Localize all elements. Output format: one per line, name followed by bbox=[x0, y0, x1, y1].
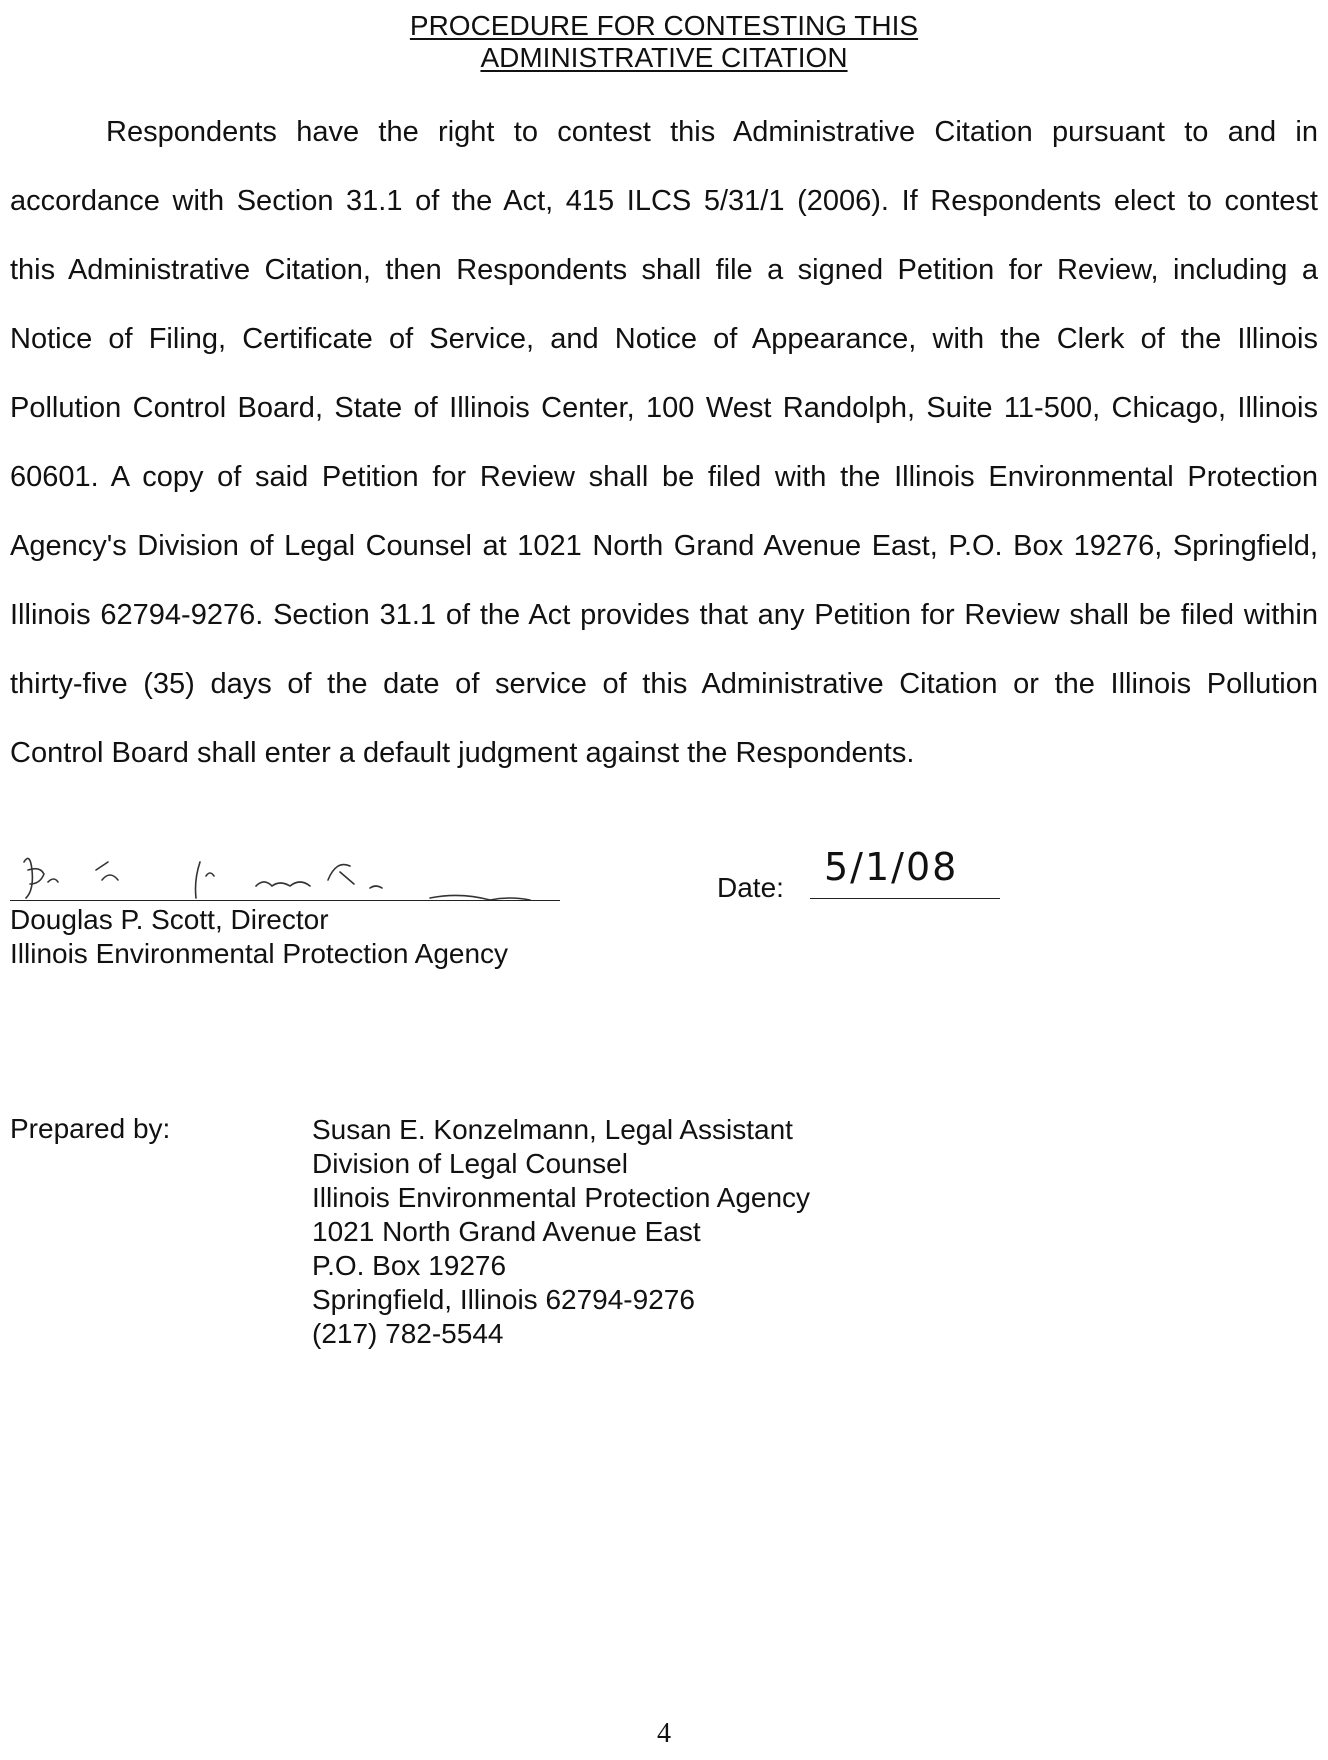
prepared-by-label: Prepared by: bbox=[10, 1113, 171, 1144]
paragraph-line: Pollution Control Board, State of Illinois Center, 100 West Randolph, Suite 11-500, Chicago, Illinois bbox=[10, 392, 1318, 424]
paragraph-line: Control Board shall enter a default judgment against the Respondents. bbox=[10, 737, 915, 769]
title-line-1: PROCEDURE FOR CONTESTING THIS bbox=[409, 10, 919, 41]
signatory-block bbox=[10, 903, 508, 971]
signature-area bbox=[10, 840, 570, 910]
prepared-by-block bbox=[312, 1113, 810, 1351]
paragraph-line: Notice of Filing, Certificate of Service, and Notice of Appearance, with the Clerk of the Illinois bbox=[10, 323, 1318, 355]
page-number: 4 bbox=[657, 1718, 671, 1749]
preparer-phone: (217) 782-5544 bbox=[312, 1318, 504, 1349]
preparer-name: Susan E. Konzelmann, Legal Assistant bbox=[312, 1114, 793, 1145]
paragraph-line: 60601. A copy of said Petition for Review shall be filed with the Illinois Environmental Protection bbox=[10, 461, 1318, 493]
date-label: Date: bbox=[717, 872, 784, 903]
date-value: 5/1/08 bbox=[824, 845, 959, 889]
signatory-agency: Illinois Environmental Protection Agency bbox=[10, 938, 509, 969]
document-title bbox=[0, 10, 1328, 74]
title-line-2: ADMINISTRATIVE CITATION bbox=[480, 42, 848, 73]
preparer-agency: Illinois Environmental Protection Agency bbox=[312, 1182, 811, 1213]
preparer-street: 1021 North Grand Avenue East bbox=[312, 1216, 701, 1247]
preparer-po-box: P.O. Box 19276 bbox=[312, 1250, 507, 1281]
date-line bbox=[810, 898, 1000, 899]
preparer-city: Springfield, Illinois 62794-9276 bbox=[312, 1284, 695, 1315]
procedure-paragraph bbox=[10, 98, 1318, 788]
paragraph-line: thirty-five (35) days of the date of service of this Administrative Citation or the Illinois Pollution bbox=[10, 668, 1318, 700]
signatory-name-title: Douglas P. Scott, Director bbox=[10, 904, 329, 935]
signature-line bbox=[10, 900, 560, 901]
preparer-division: Division of Legal Counsel bbox=[312, 1148, 628, 1179]
paragraph-line: Agency's Division of Legal Counsel at 1021 North Grand Avenue East, P.O. Box 19276, Springfield, bbox=[10, 530, 1318, 562]
paragraph-line: Respondents have the right to contest this Administrative Citation pursuant to and in bbox=[106, 116, 1318, 148]
paragraph-line: Illinois 62794-9276. Section 31.1 of the Act provides that any Petition for Review shall be filed within bbox=[10, 599, 1318, 631]
paragraph-line: this Administrative Citation, then Respondents shall file a signed Petition for Review, including a bbox=[10, 254, 1318, 286]
paragraph-line: accordance with Section 31.1 of the Act, 415 ILCS 5/31/1 (2006). If Respondents elect to contest bbox=[10, 185, 1318, 217]
